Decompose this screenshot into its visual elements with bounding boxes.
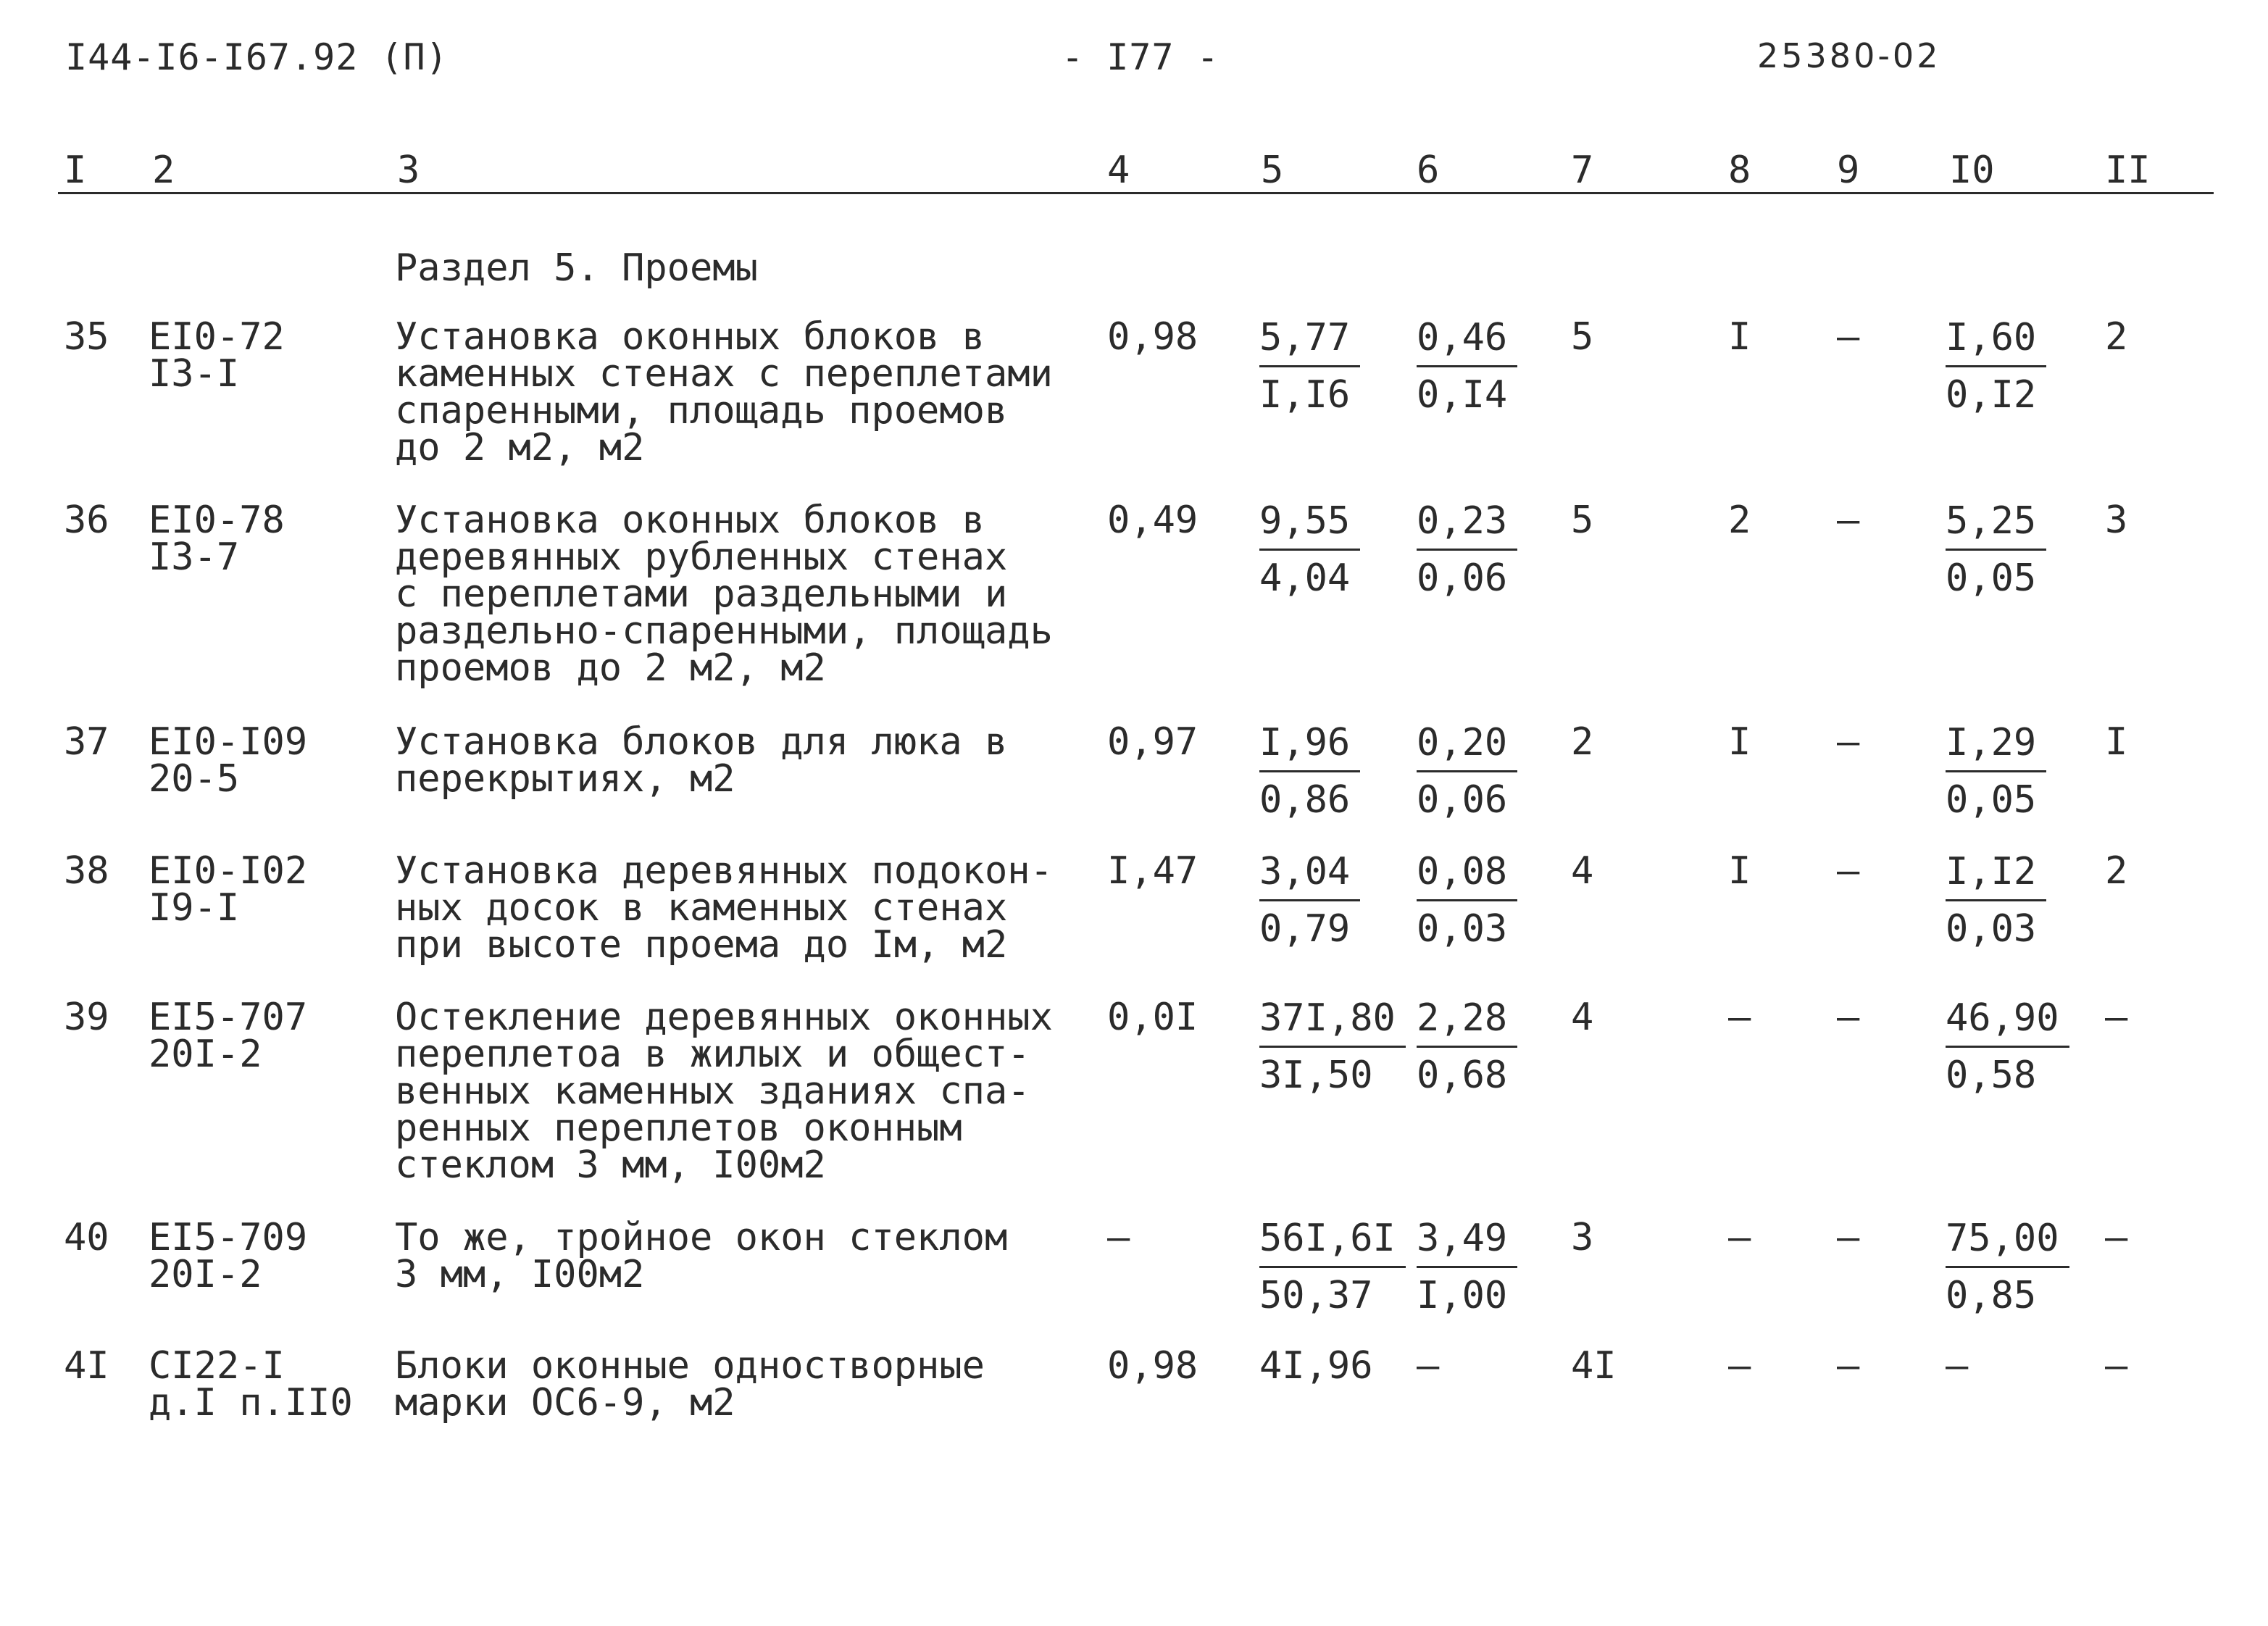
col10-top: I,I2 xyxy=(1946,844,2046,901)
header-rule xyxy=(58,192,2214,194)
col5-fraction xyxy=(1259,715,1360,827)
col11-value: 2 xyxy=(2105,849,2128,893)
col6-fraction xyxy=(1417,310,1517,422)
col7-value: 4I xyxy=(1571,1344,1617,1388)
work-description: То же, тройное окон стеклом 3 мм, I00м2 xyxy=(395,1216,1008,1296)
col11-value: – xyxy=(2105,1216,2128,1259)
col5-fraction xyxy=(1259,1211,1406,1323)
col5-top: 9,55 xyxy=(1259,493,1360,551)
col5-bottom: 0,86 xyxy=(1259,778,1351,822)
norm-code: EI5-707 20I-2 xyxy=(149,996,308,1076)
col5-bottom: 50,37 xyxy=(1259,1274,1373,1317)
norm-code: EI0-I09 20-5 xyxy=(149,720,308,801)
col6-bottom: 0,I4 xyxy=(1417,373,1508,417)
col10-fraction xyxy=(1946,310,2046,422)
col8-value: I xyxy=(1728,720,1751,764)
col5-fraction xyxy=(1259,493,1360,606)
col6-top: 2,28 xyxy=(1417,991,1517,1048)
col8-value: – xyxy=(1728,1344,1751,1388)
col6-fraction xyxy=(1417,493,1517,606)
work-description: Блоки оконные одностворные марки ОС6-9, м2 xyxy=(395,1344,985,1425)
col10-bottom: 0,85 xyxy=(1946,1274,2037,1317)
col10-bottom: 0,58 xyxy=(1946,1054,2037,1097)
col6-bottom: 0,68 xyxy=(1417,1054,1508,1097)
document-code: I44-I6-I67.92 (П) xyxy=(65,36,449,78)
col10-top: I,60 xyxy=(1946,310,2046,367)
work-description: Установка блоков для люка в перекрытиях, м2 xyxy=(395,720,1008,801)
row-number: 38 xyxy=(64,849,109,893)
col7-value: 3 xyxy=(1571,1216,1594,1259)
work-description: Остекление деревянных оконных переплетоа в жилых и общест- венных каменных зданиях спа- ренных переплетов оконным стеклом 3 мм, I00м2 xyxy=(395,996,1053,1187)
norm-code: EI0-72 I3-I xyxy=(149,315,285,396)
col6-bottom: I,00 xyxy=(1417,1274,1508,1317)
column-header-2: 2 xyxy=(152,149,175,192)
col4-value: 0,0I xyxy=(1107,996,1198,1039)
col8-value: – xyxy=(1728,1216,1751,1259)
inventory-number: 25380-02 xyxy=(1757,36,1941,75)
col5-fraction xyxy=(1259,844,1360,956)
col8-value: 2 xyxy=(1728,499,1751,542)
col6-value: – xyxy=(1417,1344,1440,1388)
col4-value: 0,98 xyxy=(1107,315,1198,359)
col10-fraction xyxy=(1946,1211,2069,1323)
column-header-6: 6 xyxy=(1417,149,1440,192)
col10-top: 75,00 xyxy=(1946,1211,2069,1268)
col9-value: – xyxy=(1837,720,1860,764)
col11-value: 2 xyxy=(2105,315,2128,359)
col7-value: 4 xyxy=(1571,996,1594,1039)
column-header-3: 3 xyxy=(397,149,420,192)
col6-fraction xyxy=(1417,1211,1517,1323)
col5-bottom: 0,79 xyxy=(1259,907,1351,951)
column-header-1: I xyxy=(64,149,87,192)
col7-value: 2 xyxy=(1571,720,1594,764)
col5-top: 56I,6I xyxy=(1259,1211,1406,1268)
col4-value: – xyxy=(1107,1216,1130,1259)
norm-code: EI0-I02 I9-I xyxy=(149,849,308,930)
col10-top: 46,90 xyxy=(1946,991,2069,1048)
col5-bottom: 3I,50 xyxy=(1259,1054,1373,1097)
col7-value: 5 xyxy=(1571,315,1594,359)
column-header-7: 7 xyxy=(1571,149,1594,192)
col5-top: I,96 xyxy=(1259,715,1360,772)
col4-value: I,47 xyxy=(1107,849,1198,893)
col8-value: – xyxy=(1728,996,1751,1039)
col10-bottom: 0,05 xyxy=(1946,556,2037,600)
column-header-8: 8 xyxy=(1728,149,1751,192)
col10-fraction xyxy=(1946,493,2046,606)
col10-fraction xyxy=(1946,715,2046,827)
col10-top: I,29 xyxy=(1946,715,2046,772)
col6-top: 0,46 xyxy=(1417,310,1517,367)
col10-value: – xyxy=(1946,1344,1969,1388)
row-number: 4I xyxy=(64,1344,109,1388)
col6-fraction xyxy=(1417,991,1517,1103)
col11-value: – xyxy=(2105,996,2128,1039)
col9-value: – xyxy=(1837,499,1860,542)
column-header-4: 4 xyxy=(1107,149,1130,192)
work-description: Установка оконных блоков в деревянных рубленных стенах с переплетами раздельными и раздельно-спаренными, площадь проемов до 2 м2, м2 xyxy=(395,499,1053,690)
col6-top: 0,08 xyxy=(1417,844,1517,901)
norm-code: CI22-I д.I п.II0 xyxy=(149,1344,353,1425)
col9-value: – xyxy=(1837,1216,1860,1259)
col9-value: – xyxy=(1837,849,1860,893)
col5-top: 5,77 xyxy=(1259,310,1360,367)
col7-value: 4 xyxy=(1571,849,1594,893)
norm-code: EI0-78 I3-7 xyxy=(149,499,285,579)
col7-value: 5 xyxy=(1571,499,1594,542)
norm-code: EI5-709 20I-2 xyxy=(149,1216,308,1296)
col11-value: 3 xyxy=(2105,499,2128,542)
col8-value: I xyxy=(1728,315,1751,359)
col9-value: – xyxy=(1837,996,1860,1039)
col9-value: – xyxy=(1837,1344,1860,1388)
col10-bottom: 0,05 xyxy=(1946,778,2037,822)
work-description: Установка оконных блоков в каменных стенах с переплетами спаренными, площадь проемов до 2 м2, м2 xyxy=(395,315,1053,470)
section-title: Раздел 5. Проемы xyxy=(395,246,758,290)
col6-bottom: 0,03 xyxy=(1417,907,1508,951)
col10-fraction xyxy=(1946,844,2046,956)
col10-bottom: 0,03 xyxy=(1946,907,2037,951)
col6-top: 3,49 xyxy=(1417,1211,1517,1268)
col4-value: 0,49 xyxy=(1107,499,1198,542)
col10-top: 5,25 xyxy=(1946,493,2046,551)
col8-value: I xyxy=(1728,849,1751,893)
col11-value: – xyxy=(2105,1344,2128,1388)
column-header-10: I0 xyxy=(1949,149,1995,192)
col6-fraction xyxy=(1417,715,1517,827)
col5-value: 4I,96 xyxy=(1259,1344,1373,1388)
row-number: 36 xyxy=(64,499,109,542)
col4-value: 0,97 xyxy=(1107,720,1198,764)
column-header-5: 5 xyxy=(1261,149,1284,192)
column-header-11: II xyxy=(2105,149,2151,192)
col5-top: 37I,80 xyxy=(1259,991,1406,1048)
page-number: - I77 - xyxy=(1062,36,1220,78)
col5-fraction xyxy=(1259,991,1406,1103)
row-number: 37 xyxy=(64,720,109,764)
row-number: 40 xyxy=(64,1216,109,1259)
col6-bottom: 0,06 xyxy=(1417,556,1508,600)
col4-value: 0,98 xyxy=(1107,1344,1198,1388)
col9-value: – xyxy=(1837,315,1860,359)
col6-top: 0,20 xyxy=(1417,715,1517,772)
col6-bottom: 0,06 xyxy=(1417,778,1508,822)
col11-value: I xyxy=(2105,720,2128,764)
row-number: 35 xyxy=(64,315,109,359)
col10-bottom: 0,I2 xyxy=(1946,373,2037,417)
col6-top: 0,23 xyxy=(1417,493,1517,551)
col5-bottom: 4,04 xyxy=(1259,556,1351,600)
row-number: 39 xyxy=(64,996,109,1039)
col5-fraction xyxy=(1259,310,1360,422)
col5-bottom: I,I6 xyxy=(1259,373,1351,417)
work-description: Установка деревянных подокон- ных досок в каменных стенах при высоте проема до Iм, м2 xyxy=(395,849,1053,967)
column-header-9: 9 xyxy=(1837,149,1860,192)
col10-fraction xyxy=(1946,991,2069,1103)
col6-fraction xyxy=(1417,844,1517,956)
col5-top: 3,04 xyxy=(1259,844,1360,901)
